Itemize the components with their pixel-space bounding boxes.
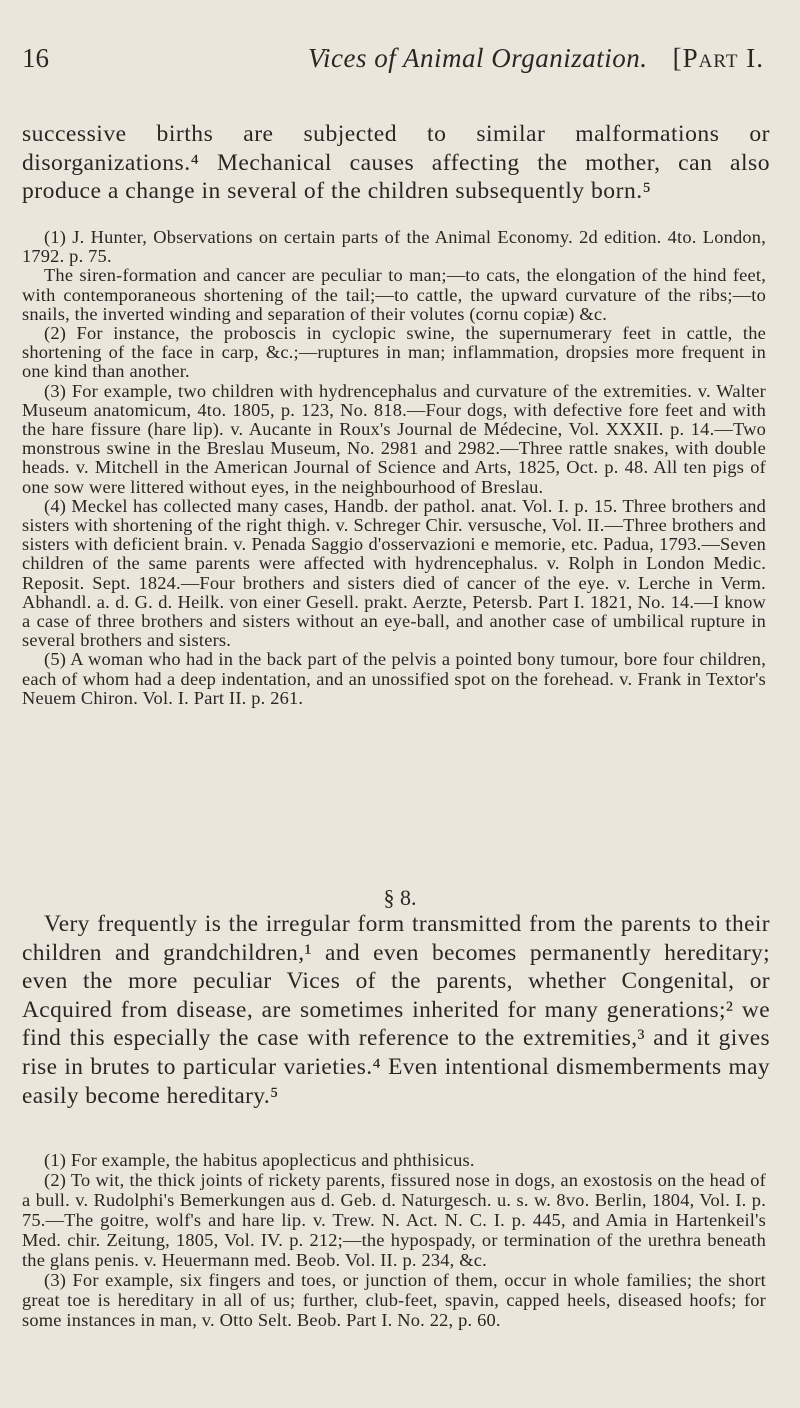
part-label: [Part I. <box>672 43 764 73</box>
running-title: Vices of Animal Organization. <box>308 43 648 73</box>
footnote-2: (2) For instance, the proboscis in cyclopic swine, the supernumerary feet in cattle, the shortening of the face in carp, &c.;—ruptures in man; inflammation, dropsies more frequent in one kind than another. <box>22 323 766 382</box>
section-8-text: Very frequently is the irregular form transmitted from the parents to their children and grandchildren,¹ and even becomes permanently hereditary; even the more peculiar Vices of the parents, whether Congenital, or Acquired from disease, are sometimes inherited for many generations;² we find this especially the case with reference to the extremities,³ and it gives rise in brutes to particular varieties.⁴ Even intentional dismemberments may easily become hereditary.⁵ <box>22 911 770 1109</box>
running-header <box>22 38 764 78</box>
footnote-2: (2) To wit, the thick joints of rickety parents, fissured nose in dogs, an exostosis on the head of a bull. v. Rudolphi's Bemerkungen aus d. Geb. d. Naturgesch. u. s. w. 8vo. Berlin, 1804, Vol. I. p. 75.—The goitre, wolf's and hare lip. v. Trew. N. Act. N. C. I. p. 445, and Amia in Hartenkeil's Med. chir. Zeitung, 1805, Vol. IV. p. 212;—the hypospady, or termination of the urethra beneath the glans penis. v. Heuermann med. Beob. Vol. II. p. 234, &c. <box>22 1170 766 1270</box>
footnotes-section-8 <box>22 1150 766 1330</box>
section-8-body <box>22 910 770 1110</box>
continued-paragraph <box>22 120 770 206</box>
footnote-3: (3) For example, two children with hydrencephalus and curvature of the extremities. v. Walter Museum anatomicum, 4to. 1805, p. 123, No. 818.—Four dogs, with defective fore feet and with the hare fissure (hare lip). v. Aucante in Roux's Journal de Médecine, Vol. XXXII. p. 14.—Two monstrous swine in the Breslau Museum, No. 2981 and 2982.—Three rattle snakes, with double heads. v. Mitchell in the American Journal of Science and Arts, 1825, Oct. p. 48. All ten pigs of one sow were littered without eyes, in the neighbourhood of Breslau. <box>22 380 766 497</box>
footnote-1: (1) For example, the habitus apoplecticus and phthisicus. <box>44 1150 475 1170</box>
footnotes-section-7 <box>22 228 766 708</box>
footnote-5: (5) A woman who had in the back part of the pelvis a pointed bony tumour, bore four children, each of whom had a deep indentation, and an unossified spot on the forehead. v. Frank in Textor's Neuem Chiron. Vol. I. Part II. p. 261. <box>22 649 766 708</box>
lead-text: successive births are subjected to similar malformations or disorganizations.⁴ Mechanical causes affecting the mother, can also produce a change in several of the children subsequently born.⁵ <box>22 121 770 204</box>
section-heading: § 8. <box>383 885 417 910</box>
footnote-3: (3) For example, six fingers and toes, or junction of them, occur in whole families; the short great toe is hereditary in all of us; further, club-feet, spavin, capped heels, diseased hoofs; for some instances in man, v. Otto Selt. Beob. Part I. No. 22, p. 60. <box>22 1270 766 1330</box>
page-number: 16 <box>22 43 49 73</box>
footnote-4: (4) Meckel has collected many cases, Handb. der pathol. anat. Vol. I. p. 15. Three brothers and sisters with shortening of the right thigh. v. Schreger Chir. versusche, Vol. II.—Three brothers and sisters with deficient brain. v. Penada Saggio d'osservazioni e memorie, etc. Padua, 1793.—Seven children of the same parents were affected with hydrencephalus. v. Rolph in London Medic. Reposit. Sept. 1824.—Four brothers and sisters died of cancer of the eye. v. Lerche in Verm. Abhandl. a. d. G. d. Heilk. von einer Gesell. prakt. Aerzte, Petersb. Part I. 1821, No. 14.—I know a case of three brothers and sisters without an eye-ball, and another case of umbilical rupture in several brothers and sisters. <box>22 495 766 651</box>
footnote-1: (1) J. Hunter, Observations on certain parts of the Animal Economy. 2d edition. 4to. London, 1792. p. 75. <box>22 227 766 267</box>
footnote-note: The siren-formation and cancer are peculiar to man;—to cats, the elongation of the hind feet, with contemporaneous shortening of the tail;—to cattle, the upward curvature of the ribs;—to snails, the inverted winding and separation of their volutes (cornu copiæ) &c. <box>22 265 766 324</box>
